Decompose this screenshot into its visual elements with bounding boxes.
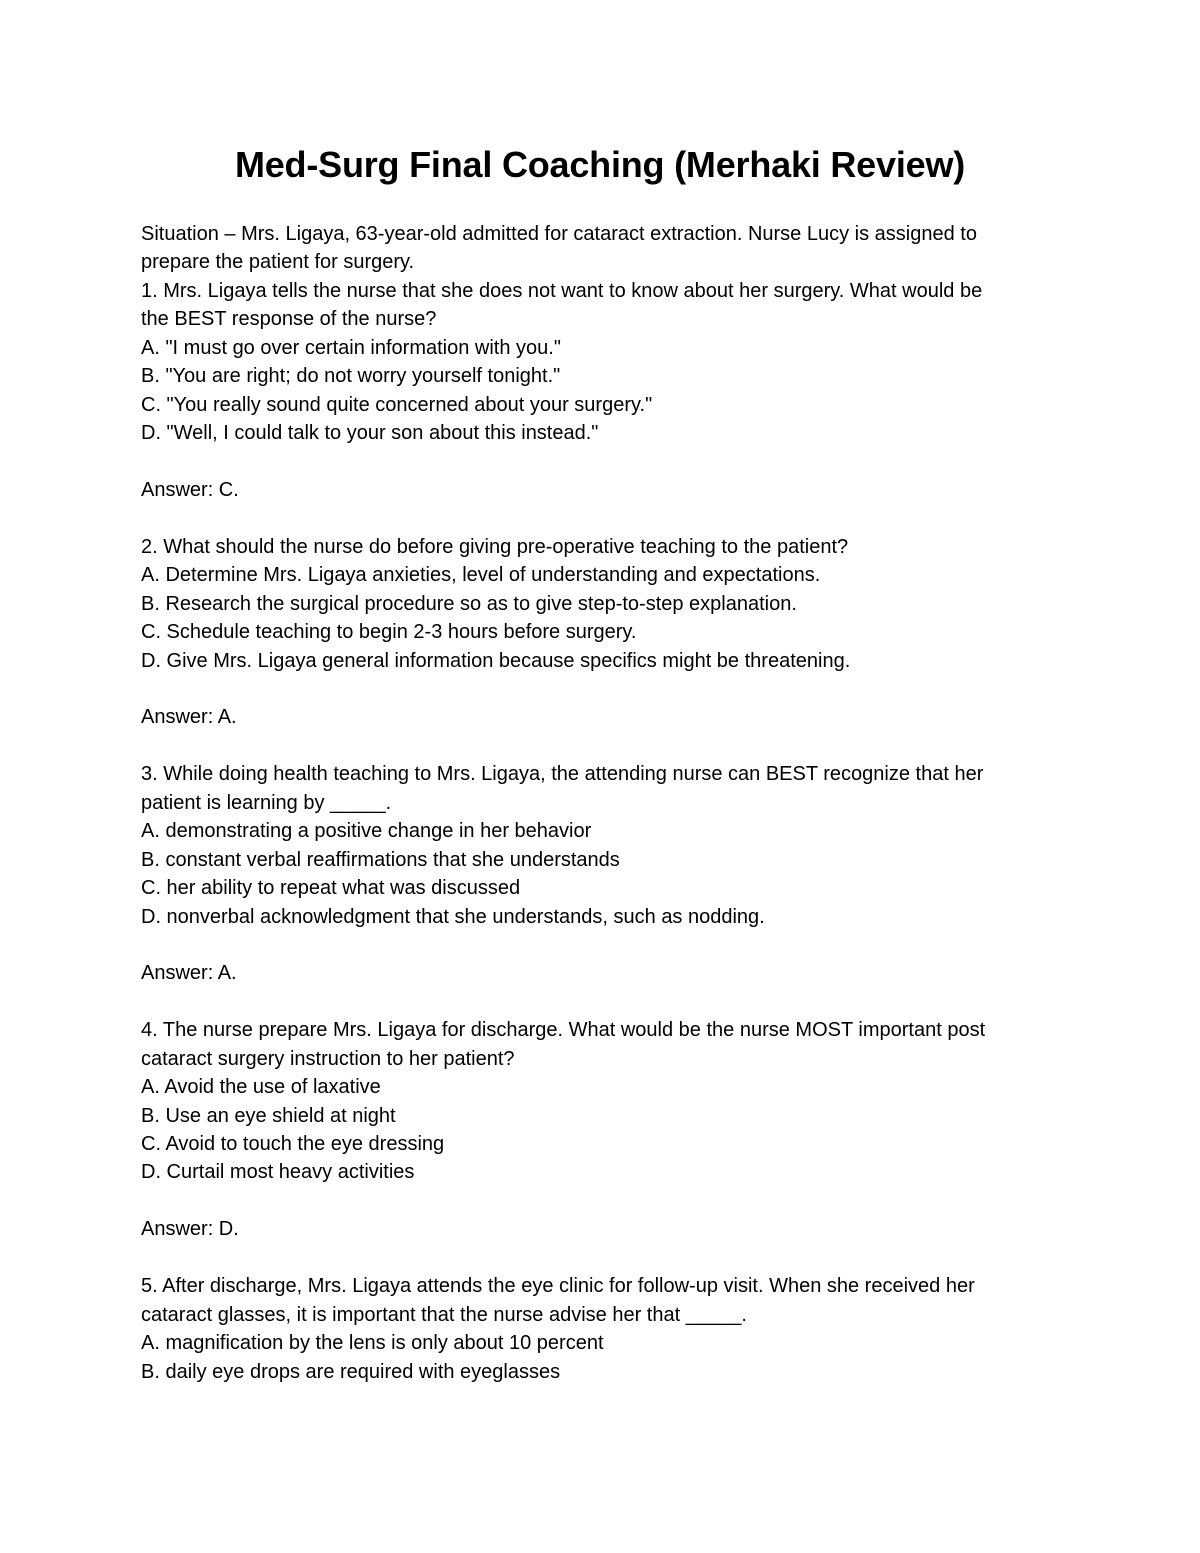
- answer-line: Answer: D.: [141, 1218, 239, 1241]
- option-d: D. nonverbal acknowledgment that she understands, such as nodding.: [141, 905, 765, 928]
- option-b: B. "You are right; do not worry yourself tonight.": [141, 365, 561, 388]
- option-a: A. Avoid the use of laxative: [141, 1076, 381, 1099]
- option-b: B. daily eye drops are required with eyeglasses: [141, 1360, 561, 1383]
- question-stem: 1. Mrs. Ligaya tells the nurse that she does not want to know about her surgery. What would be: [141, 279, 983, 302]
- option-a: A. demonstrating a positive change in her behavior: [141, 820, 592, 843]
- question-3: [141, 760, 1071, 1016]
- blank-line: [141, 448, 1071, 476]
- option-c: C. Schedule teaching to begin 2-3 hours before surgery.: [141, 621, 637, 644]
- blank-line: [141, 1187, 1071, 1215]
- blank-line: [141, 1244, 1071, 1272]
- question-5: [141, 1272, 1071, 1386]
- option-c: C. "You really sound quite concerned about your surgery.": [141, 393, 653, 416]
- question-stem: 2. What should the nurse do before giving pre-operative teaching to the patient?: [141, 535, 849, 558]
- question-stem: 5. After discharge, Mrs. Ligaya attends the eye clinic for follow-up visit. When she received her: [141, 1275, 975, 1298]
- option-a: A. Determine Mrs. Ligaya anxieties, level of understanding and expectations.: [141, 564, 821, 587]
- situation-line: Situation – Mrs. Ligaya, 63-year-old admitted for cataract extraction. Nurse Lucy is assigned to: [141, 223, 977, 245]
- question-4: [141, 1016, 1071, 1272]
- option-a: A. magnification by the lens is only about 10 percent: [141, 1332, 604, 1355]
- option-b: B. Research the surgical procedure so as to give step-to-step explanation.: [141, 592, 797, 615]
- question-stem: the BEST response of the nurse?: [141, 308, 437, 331]
- option-c: C. her ability to repeat what was discussed: [141, 877, 521, 900]
- question-stem: 3. While doing health teaching to Mrs. Ligaya, the attending nurse can BEST recognize that her: [141, 763, 984, 786]
- answer-line: Answer: A.: [141, 962, 237, 985]
- answer-line: Answer: C.: [141, 478, 239, 501]
- option-d: D. "Well, I could talk to your son about this instead.": [141, 422, 599, 445]
- blank-line: [141, 732, 1071, 760]
- question-stem: 4. The nurse prepare Mrs. Ligaya for discharge. What would be the nurse MOST important post: [141, 1019, 986, 1042]
- question-1: [141, 277, 1071, 533]
- option-d: D. Give Mrs. Ligaya general information because specifics might be threatening.: [141, 649, 851, 672]
- option-b: B. constant verbal reaffirmations that she understands: [141, 848, 620, 871]
- situation-paragraph: [141, 220, 1071, 277]
- situation-line: prepare the patient for surgery.: [141, 251, 415, 274]
- question-stem: patient is learning by _____.: [141, 791, 392, 814]
- option-a: A. "I must go over certain information with you.": [141, 336, 561, 359]
- question-stem: cataract glasses, it is important that the nurse advise her that _____.: [141, 1303, 747, 1326]
- document-body: [141, 220, 1071, 1386]
- blank-line: [141, 931, 1071, 959]
- question-2: [141, 533, 1071, 761]
- blank-line: [141, 675, 1071, 703]
- question-stem: cataract surgery instruction to her patient?: [141, 1047, 515, 1070]
- answer-line: Answer: A.: [141, 706, 237, 729]
- blank-line: [141, 504, 1071, 532]
- option-c: C. Avoid to touch the eye dressing: [141, 1133, 445, 1155]
- option-b: B. Use an eye shield at night: [141, 1104, 396, 1127]
- document-title: Med-Surg Final Coaching (Merhaki Review): [234, 144, 966, 185]
- blank-line: [141, 988, 1071, 1016]
- option-d: D. Curtail most heavy activities: [141, 1161, 415, 1184]
